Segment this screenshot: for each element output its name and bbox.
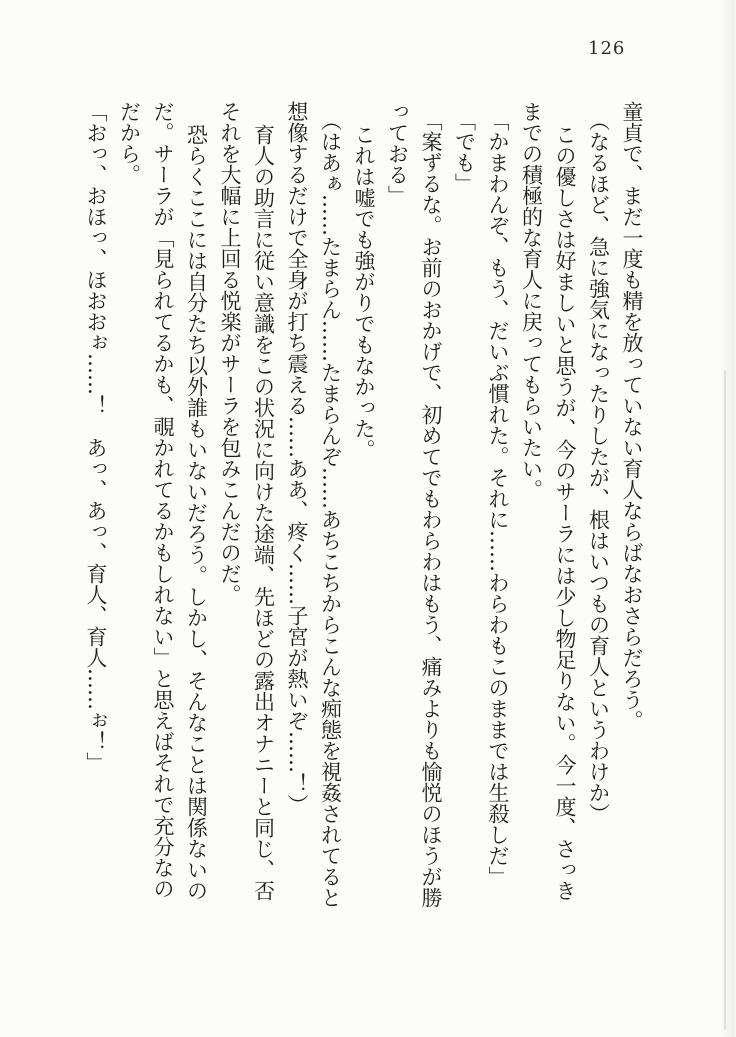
text-line: だ。サーラが「見られてるかも、覗かれてるかもしれない」と思えばそれで充分なの bbox=[151, 101, 175, 899]
text-line: 「おっ、おほっ、ほおおぉ……！ あっ、あっ、育人、育人……ぉ！」 bbox=[84, 101, 108, 773]
text-line: っておる」 bbox=[385, 101, 410, 206]
text-line: これは嘘でも強がりでもなかった。 bbox=[352, 124, 376, 461]
text-line: 「でも」 bbox=[452, 110, 477, 195]
text-line: それを大幅に上回る悦楽がサーラを包みこんだのだ。 bbox=[218, 101, 242, 605]
text-line: 想像するだけで全身が打ち震える……ああ、疼く……子宮が熱いぞ……！） bbox=[285, 101, 309, 815]
page-edge-shadow bbox=[720, 0, 736, 1037]
text-line: 童貞で、まだ一度も精を放っていない育人ならばなおさらだろう。 bbox=[620, 101, 644, 731]
text-line: 恐らくここには自分たち以外誰もいないだろう。しかし、そんなことは関係ないの bbox=[184, 124, 209, 902]
text-line: までの積極的な育人に戻ってもらいたい。 bbox=[519, 101, 544, 500]
text-line: 「案ずるな。お前のおかげで、初めてでもわらわはもう、痛みよりも愉悦のほうが勝 bbox=[419, 110, 443, 909]
text-line: （なるほど、急に強気になったりしたが、根はいつもの育人というわけか） bbox=[586, 110, 611, 825]
text-line: 育人の助言に従い意識をこの状況に向けた途端、先ほどの露出オナニーと同じ、否 bbox=[251, 124, 276, 902]
page-number: 126 bbox=[588, 38, 626, 59]
text-line: だから。 bbox=[117, 101, 142, 185]
page-edge-crease bbox=[724, 370, 726, 1030]
text-line: 「かまわんぞ、もう、だいぶ慣れた。それに……わらわもこのままでは生殺しだ」 bbox=[486, 110, 510, 888]
text-line: （はあぁ……たまらん……たまらんぞ……あちこちからこんな痴態を視姦されてると bbox=[318, 110, 343, 909]
text-line: この優しさは好ましいと思うが、今のサーラには少し物足りない。今一度、さっき bbox=[553, 124, 577, 902]
text-area bbox=[79, 101, 649, 941]
